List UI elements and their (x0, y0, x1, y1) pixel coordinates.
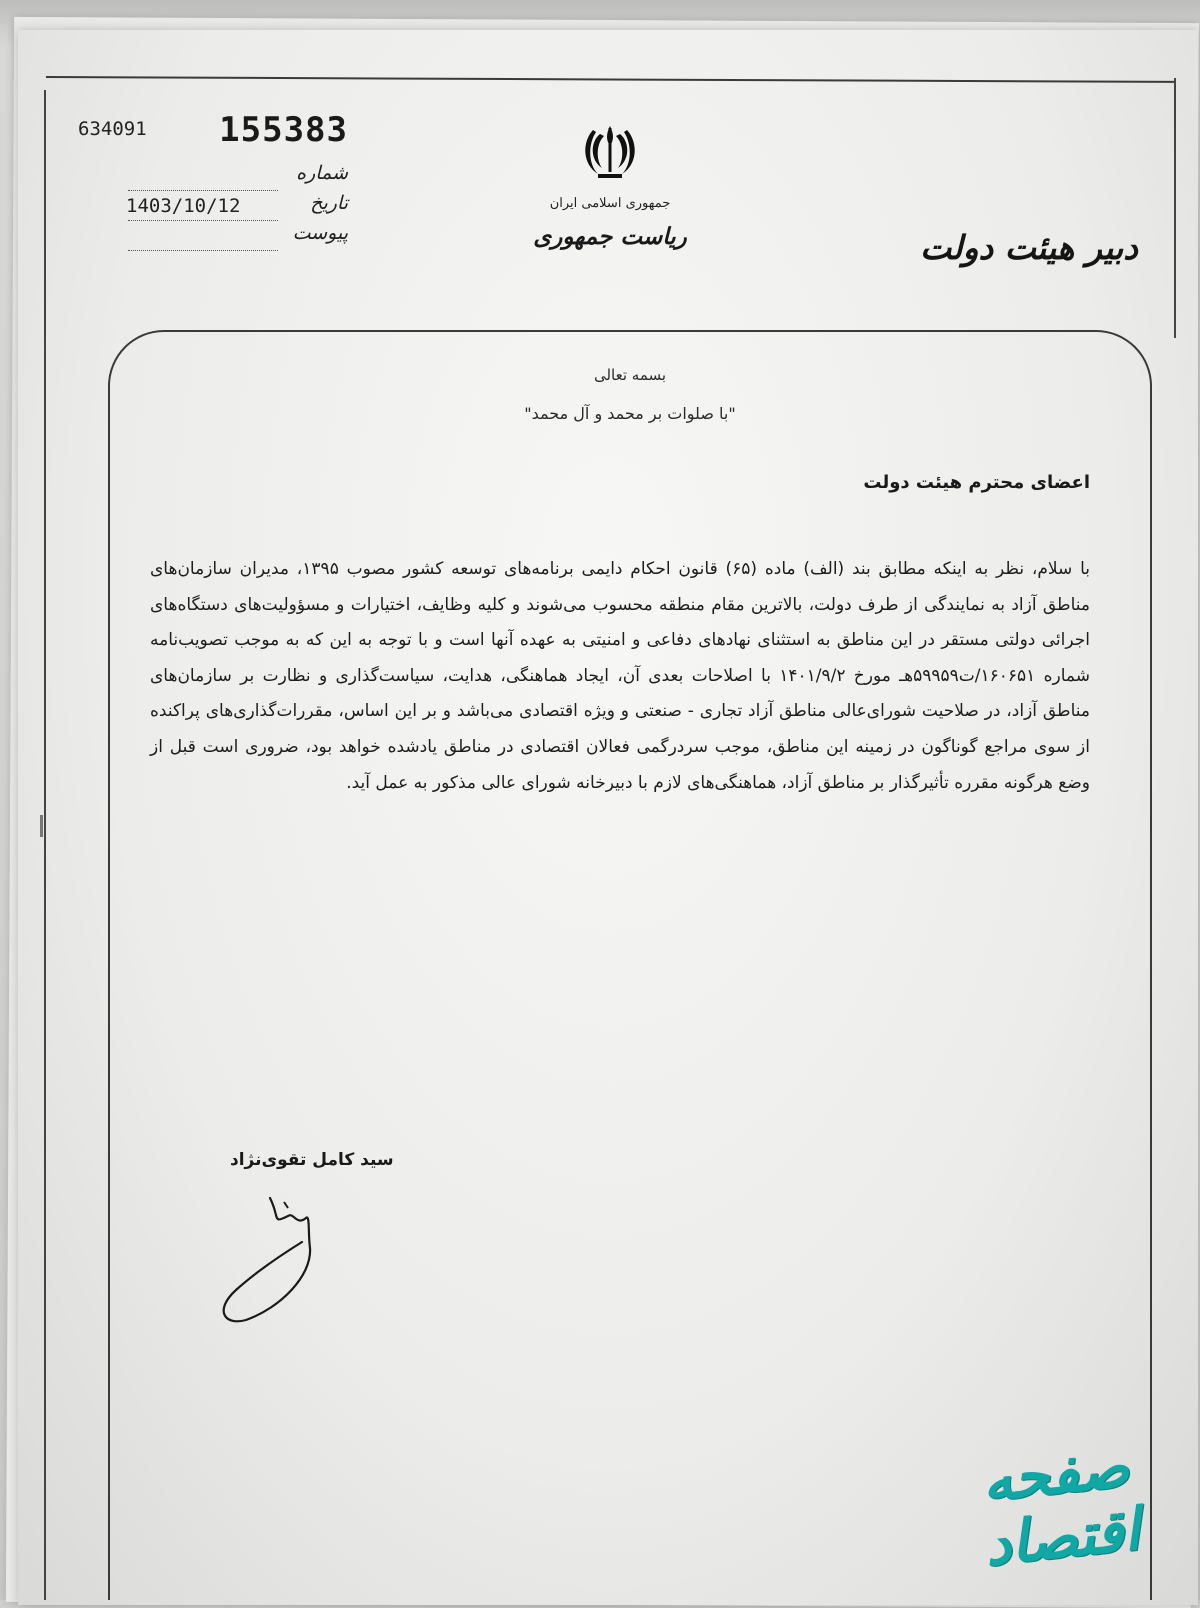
office-title: دبیر هیئت دولت (920, 228, 1138, 267)
signer-name: سید کامل تقوی‌نژاد (230, 1150, 394, 1170)
number-line (128, 190, 278, 191)
handwritten-signature (210, 1178, 410, 1328)
letter-date: 1403/10/12 (126, 195, 241, 217)
salutation: اعضای محترم هیئت دولت (863, 472, 1090, 493)
left-rule (44, 90, 46, 1600)
right-rule (1174, 78, 1176, 338)
letter-meta (78, 110, 348, 280)
invocation-bismillah: بسمه تعالی (593, 366, 667, 384)
label-attachment: پیوست (292, 222, 348, 244)
reference-number: 634091 (78, 118, 147, 140)
iran-emblem-icon (578, 120, 642, 184)
state-emblem-block (520, 120, 700, 290)
date-line (128, 220, 278, 221)
presidency-name: ریاست جمهوری (533, 223, 687, 250)
watermark-logo: صفحه اقتصاد (978, 1431, 1143, 1579)
attachment-line (128, 250, 278, 251)
country-name: جمهوری اسلامی ایران (549, 196, 671, 211)
side-mark (40, 815, 43, 837)
meta-labels (293, 158, 348, 248)
top-rule (46, 76, 1174, 83)
label-date: تاریخ (310, 192, 348, 214)
letter-frame (108, 330, 1152, 1600)
label-number: شماره (296, 162, 348, 184)
letter-body: با سلام، نظر به اینکه مطابق بند (الف) ماده (۶۵) قانون احکام دایمی برنامه‌های توسعه کشور مصوب ۱۳۹۵، مدیران سازمان‌های مناطق آزاد به نمایندگی از طرف دولت، بالاترین مقام منطقه محسوب می‌شوند و کلیه وظایف، اختیارات و مسؤولیت‌های دستگاه‌های اجرائی دولتی مستقر در این مناطق به استثنای نهادهای دفاعی و امنیتی به عهده آنها است و با توجه به این که به موجب تصویب‌نامه شماره ۱۶۰۶۵۱/ت۵۹۹۵۹هـ مورخ ۱۴۰۱/۹/۲ با اصلاحات بعدی آن، ایجاد هماهنگی، هدایت، سیاست‌گذاری و نظارت بر سازمان‌های مناطق آزاد، در صلاحیت شورای‌عالی مناطق آزاد تجاری - صنعتی و ویژه اقتصادی می‌باشد و بر این اساس، مقررات‌گذاری‌های پراکنده از سوی مراجع گوناگون در زمینه این مناطق، موجب سردرگمی فعالان اقتصادی در مناطق یادشده خواهد بود، ضروری است قبل از وضع هرگونه مقرره تأثیرگذار بر مناطق آزاد، هماهنگی‌های لازم با دبیرخانه شورای عالی مذکور به عمل آید. (150, 559, 1091, 793)
letter-number: 155383 (219, 110, 348, 150)
invocation-salawat: "با صلوات بر محمد و آل محمد" (524, 404, 736, 423)
